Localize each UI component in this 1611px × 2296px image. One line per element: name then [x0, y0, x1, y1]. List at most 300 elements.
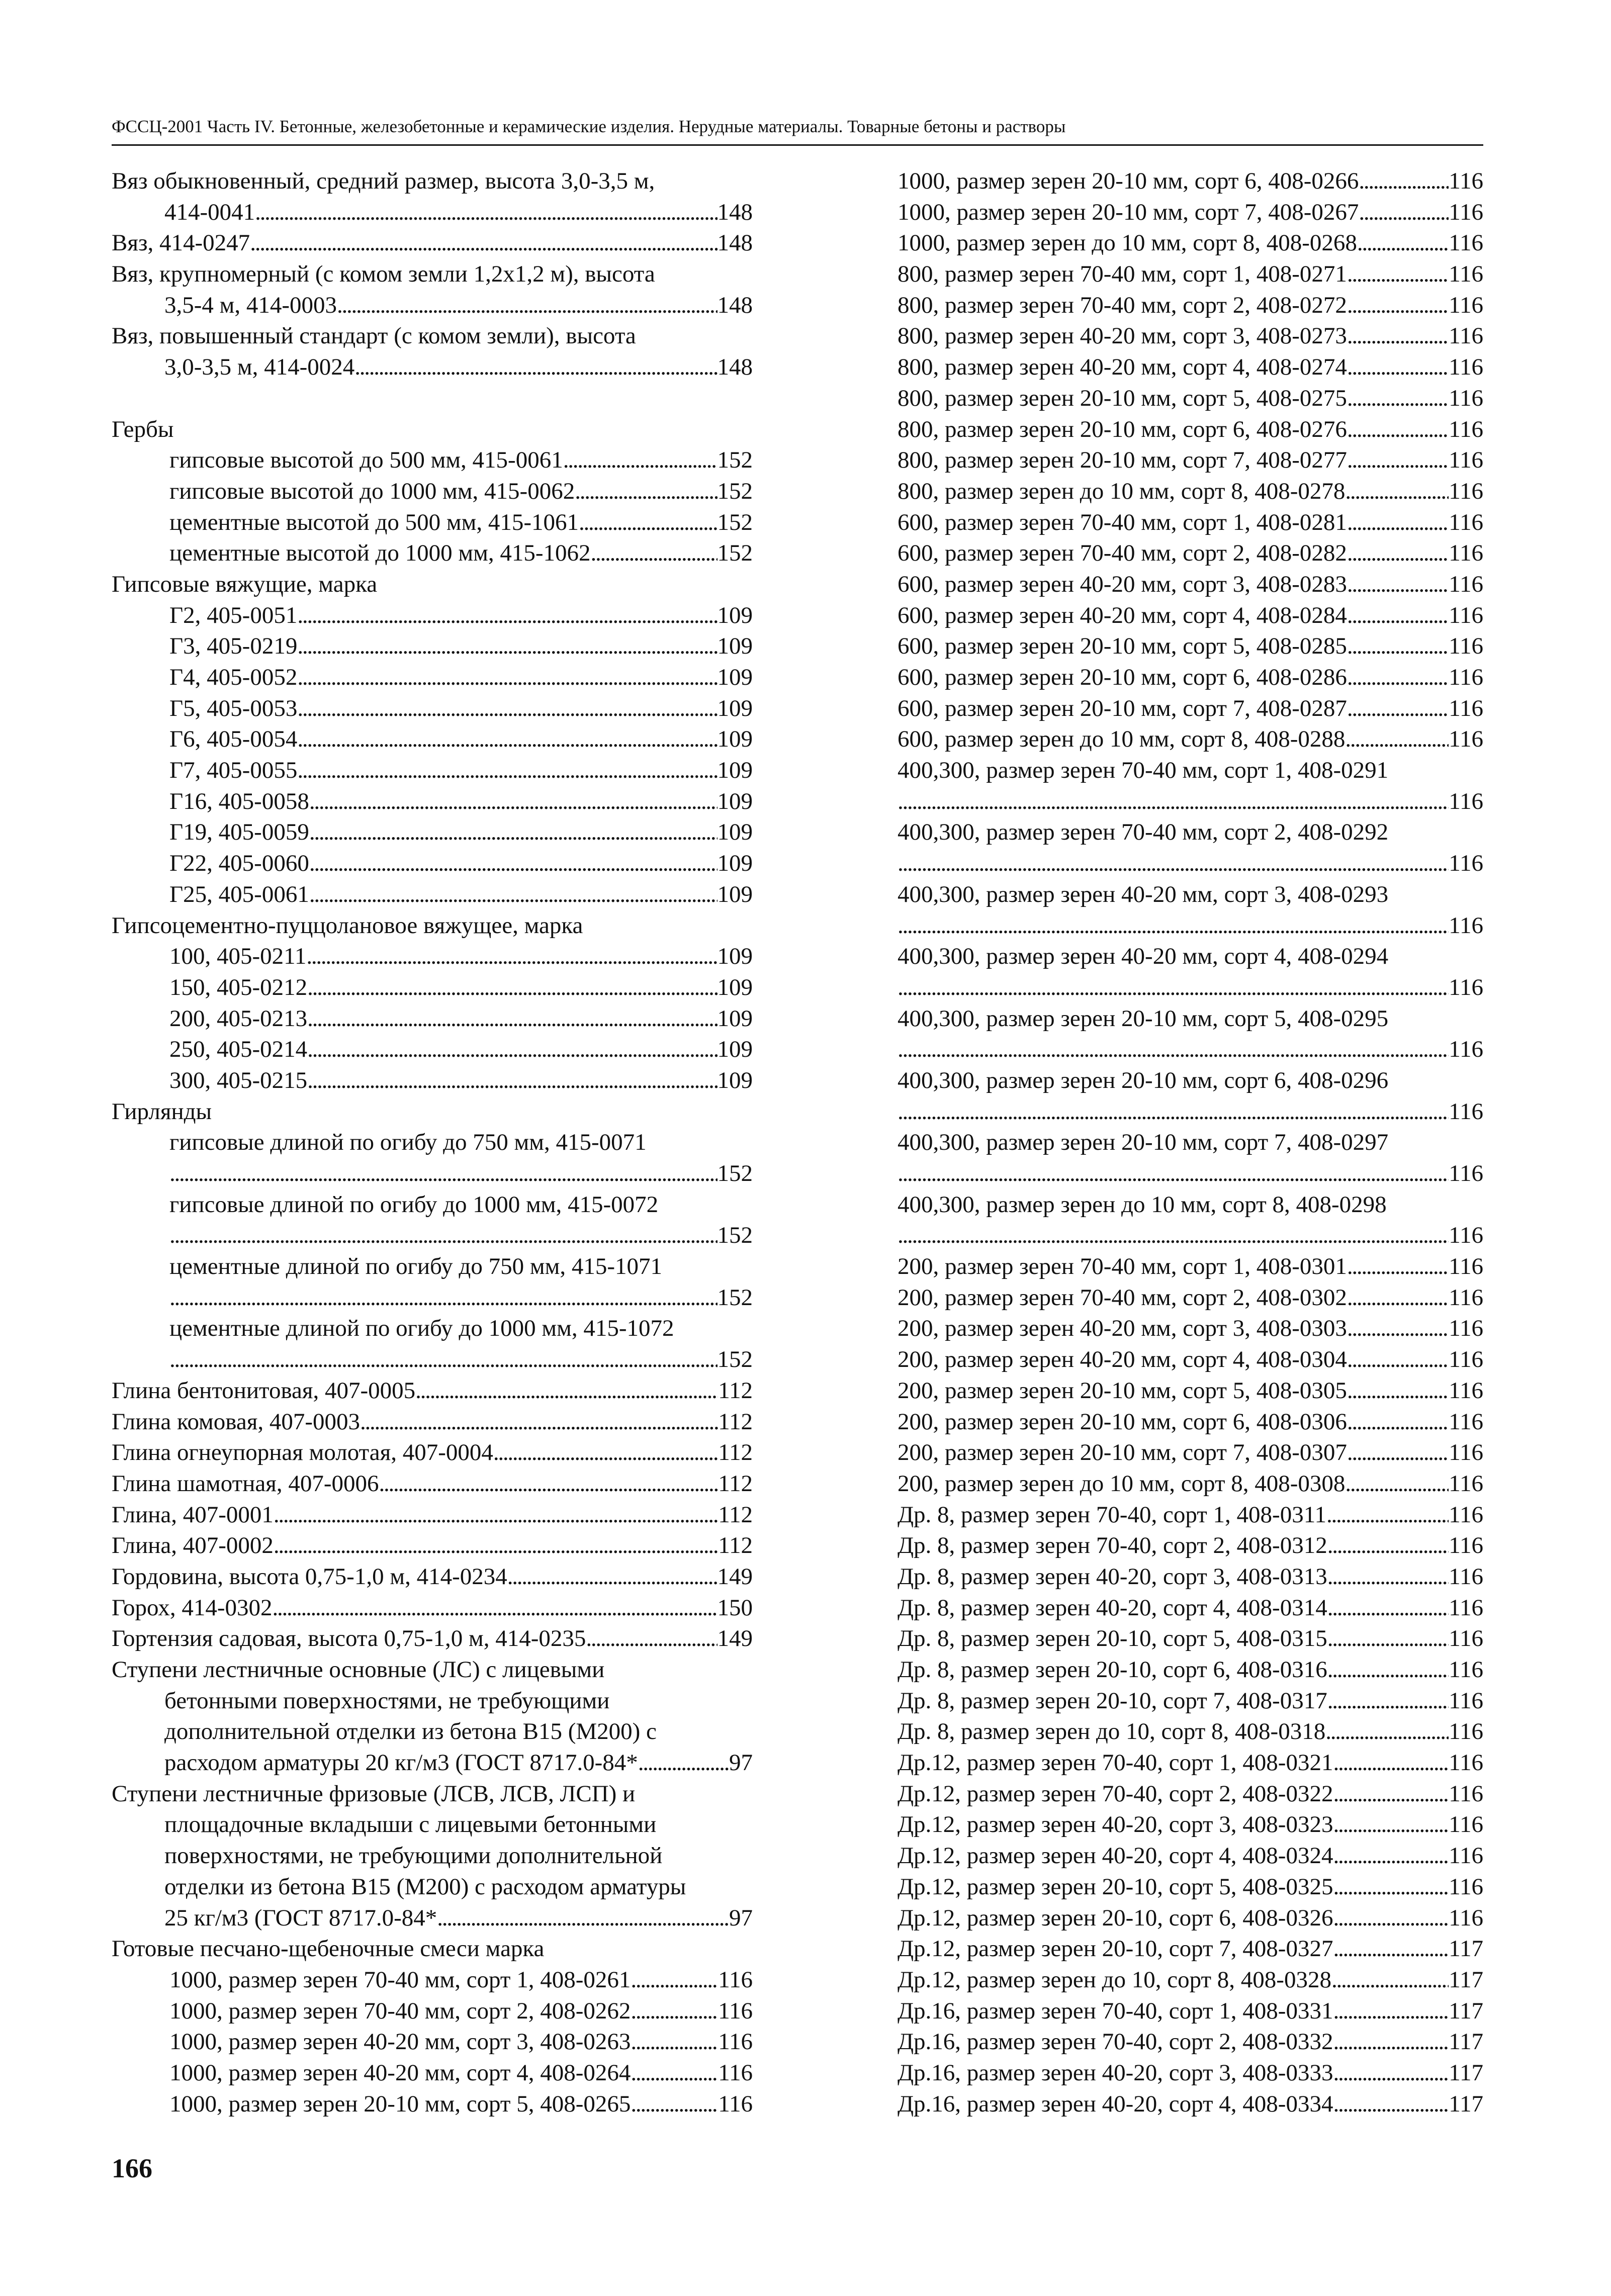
entry-text: 400,300, размер зерен до 10 мм, сорт 8, 408-0298 — [898, 1191, 1387, 1218]
entry-text: 1000, размер зерен 20-10 мм, сорт 5, 408-0265 — [169, 2090, 631, 2117]
entry-page-number: 116 — [1449, 1346, 1483, 1373]
index-entry — [898, 2089, 1483, 2120]
entry-text: 200, размер зерен 20-10 мм, сорт 6, 408-0306 — [898, 1408, 1347, 1435]
entry-page-number: 116 — [1449, 1843, 1483, 1869]
entry-page-number: 148 — [717, 292, 753, 318]
entry-page-number: 116 — [1449, 850, 1483, 877]
index-entry — [112, 1965, 753, 1996]
dot-leader — [1347, 414, 1449, 445]
entry-page-number: 116 — [718, 1966, 753, 1993]
entry-page-number: 116 — [1449, 1904, 1483, 1931]
index-entry — [112, 1407, 753, 1438]
dot-leader — [1327, 1593, 1449, 1624]
entry-text: 600, размер зерен 20-10 мм, сорт 5, 408-0285 — [898, 633, 1347, 660]
entry-page-number: 116 — [1449, 416, 1483, 442]
entry-page-number: 116 — [1449, 664, 1483, 690]
entry-text: Гипсоцементно-пуццолановое вяжущее, марка — [112, 912, 583, 939]
entry-page-number: 112 — [718, 1439, 753, 1466]
entry-text: цементные высотой до 1000 мм, 415-1062 — [169, 540, 591, 567]
entry-text: 1000, размер зерен 40-20 мм, сорт 4, 408-0264 — [169, 2059, 631, 2086]
dot-leader — [255, 197, 717, 228]
entry-text: 600, размер зерен 70-40 мм, сорт 2, 408-0282 — [898, 540, 1347, 567]
entry-page-number: 116 — [1449, 1657, 1483, 1683]
entry-page-number: 116 — [1449, 602, 1483, 628]
dot-leader — [437, 1903, 729, 1934]
index-entry — [898, 414, 1483, 445]
index-entry — [898, 1189, 1483, 1221]
dot-leader — [631, 1965, 718, 1996]
dot-leader — [309, 879, 718, 910]
entry-text: Др.12, размер зерен 20-10, сорт 7, 408-0327 — [898, 1936, 1333, 1962]
entry-text: Г2, 405-0051 — [169, 602, 298, 628]
index-entry — [898, 1872, 1483, 1903]
entry-page-number: 109 — [717, 695, 753, 721]
index-entry — [898, 2027, 1483, 2058]
entry-text: 250, 405-0214 — [169, 1036, 308, 1063]
dot-leader — [274, 1500, 718, 1531]
dot-leader — [631, 1996, 718, 2027]
entry-text: Глина шамотная, 407-0006 — [112, 1470, 379, 1497]
entry-page-number: 116 — [1449, 1160, 1483, 1186]
entry-text: дополнительной отделки из бетона В15 (М200) с — [164, 1718, 657, 1745]
index-entry — [112, 445, 753, 476]
entry-page-number: 116 — [1449, 633, 1483, 660]
index-entry — [898, 631, 1483, 662]
entry-text: гипсовые высотой до 500 мм, 415-0061 — [169, 447, 563, 474]
dot-leader — [1357, 228, 1449, 259]
dot-leader — [250, 228, 717, 259]
index-entry — [112, 1809, 753, 1841]
dot-leader — [1347, 569, 1449, 600]
index-entry — [898, 1779, 1483, 1810]
entry-page-number: 116 — [1449, 1470, 1483, 1497]
index-entry — [112, 197, 753, 228]
entry-page-number: 116 — [1449, 1098, 1483, 1125]
entry-text: 200, размер зерен 20-10 мм, сорт 7, 408-0307 — [898, 1439, 1347, 1466]
index-entry — [112, 538, 753, 569]
entry-text: 600, размер зерен 20-10 мм, сорт 6, 408-0286 — [898, 664, 1347, 690]
entry-page-number: 149 — [717, 1563, 753, 1590]
dot-leader — [307, 1003, 717, 1035]
entry-text: Вяз, крупномерный (с комом земли 1,2х1,2 м), высота — [112, 261, 655, 288]
entry-text: Глина бентонитовая, 407-0005 — [112, 1377, 416, 1404]
index-entry — [112, 259, 753, 290]
index-entry — [898, 1748, 1483, 1779]
dot-leader — [493, 1437, 718, 1468]
index-entry — [112, 1313, 753, 1344]
index-entry — [898, 1593, 1483, 1624]
entry-page-number: 116 — [1449, 1780, 1483, 1807]
entry-text: бетонными поверхностями, не требующими — [164, 1687, 610, 1714]
entry-page-number: 116 — [1449, 292, 1483, 318]
entry-page-number: 116 — [1449, 1315, 1483, 1342]
index-entry — [112, 1034, 753, 1065]
entry-text: Др. 8, размер зерен 40-20, сорт 3, 408-0313 — [898, 1563, 1327, 1590]
index-entry — [898, 910, 1483, 942]
entry-page-number: 148 — [717, 354, 753, 381]
dot-leader — [1333, 1841, 1449, 1872]
entry-page-number: 117 — [1449, 1936, 1483, 1962]
dot-leader — [591, 538, 718, 569]
dot-leader — [563, 445, 718, 476]
index-entry — [112, 290, 753, 321]
entry-text: Ступени лестничные фризовые (ЛСВ, ЛСВ, ЛСП) и — [112, 1780, 636, 1807]
index-entry — [898, 972, 1483, 1003]
entry-page-number: 116 — [1449, 695, 1483, 721]
index-entry — [112, 941, 753, 972]
entry-page-number: 116 — [1449, 1873, 1483, 1900]
entry-text: Глина огнеупорная молотая, 407-0004 — [112, 1439, 493, 1466]
entry-text: 150, 405-0212 — [169, 974, 308, 1000]
entry-page-number: 97 — [729, 1750, 753, 1776]
index-entry — [898, 1500, 1483, 1531]
entry-page-number: 112 — [718, 1532, 753, 1559]
entry-text: цементные длиной по огибу до 750 мм, 415-1071 — [169, 1253, 662, 1280]
entry-text: 200, размер зерен до 10 мм, сорт 8, 408-0308 — [898, 1470, 1346, 1497]
entry-text: Г5, 405-0053 — [169, 695, 298, 721]
entry-text: Г16, 405-0058 — [169, 788, 309, 814]
index-entry — [898, 662, 1483, 693]
index-entry — [112, 2058, 753, 2089]
entry-text: цементные высотой до 500 мм, 415-1061 — [169, 509, 579, 535]
dot-leader — [898, 972, 1449, 1003]
index-entry — [898, 1841, 1483, 1872]
entry-page-number: 116 — [1449, 1625, 1483, 1652]
entry-text: 800, размер зерен 40-20 мм, сорт 4, 408-0274 — [898, 354, 1347, 381]
dot-leader — [1327, 1562, 1449, 1593]
entry-text: 600, размер зерен 40-20 мм, сорт 3, 408-0283 — [898, 571, 1347, 597]
dot-leader — [898, 1220, 1449, 1251]
entry-page-number: 116 — [1449, 788, 1483, 814]
index-entry — [898, 1407, 1483, 1438]
entry-page-number: 116 — [1449, 912, 1483, 939]
page-number: 166 — [112, 2153, 152, 2183]
dot-leader — [1347, 662, 1449, 693]
entry-text: Глина, 407-0002 — [112, 1532, 274, 1559]
index-entry — [112, 1996, 753, 2027]
dot-leader — [169, 1344, 718, 1375]
entry-page-number: 117 — [1449, 2090, 1483, 2117]
index-entry — [898, 507, 1483, 538]
entry-text: 800, размер зерен 20-10 мм, сорт 7, 408-0277 — [898, 447, 1347, 474]
dot-leader — [898, 1158, 1449, 1189]
entry-text: 200, 405-0213 — [169, 1005, 308, 1032]
index-entry — [898, 1158, 1483, 1189]
entry-page-number: 116 — [1449, 1439, 1483, 1466]
entry-page-number: 117 — [1449, 2059, 1483, 2086]
entry-page-number: 112 — [718, 1501, 753, 1528]
entry-page-number: 148 — [717, 199, 753, 225]
index-entry — [112, 1437, 753, 1468]
dot-leader — [1333, 1996, 1449, 2027]
entry-text: отделки из бетона В15 (М200) с расходом арматуры — [164, 1873, 686, 1900]
dot-leader — [297, 631, 717, 662]
entry-page-number: 109 — [717, 726, 753, 753]
index-entry — [898, 1003, 1483, 1035]
index-entry — [112, 879, 753, 910]
index-entry — [112, 352, 753, 383]
entry-text: 200, размер зерен 20-10 мм, сорт 5, 408-0305 — [898, 1377, 1347, 1404]
index-entry — [898, 1096, 1483, 1128]
index-entry — [112, 1530, 753, 1562]
entry-page-number: 117 — [1449, 1966, 1483, 1993]
index-entry — [898, 1562, 1483, 1593]
dot-leader — [631, 2089, 718, 2120]
entry-text: 400,300, размер зерен 70-40 мм, сорт 1, 408-0291 — [898, 757, 1389, 784]
entry-page-number: 116 — [1449, 726, 1483, 753]
dot-leader — [898, 910, 1449, 942]
entry-page-number: 116 — [718, 2029, 753, 2055]
entry-page-number: 116 — [1449, 447, 1483, 474]
index-entry — [898, 569, 1483, 600]
index-entry — [112, 1623, 753, 1655]
entry-text: гипсовые высотой до 1000 мм, 415-0062 — [169, 478, 575, 504]
dot-leader — [1347, 321, 1449, 352]
index-entry — [898, 1251, 1483, 1282]
dot-leader — [575, 476, 717, 507]
dot-leader — [1347, 1437, 1449, 1468]
entry-page-number: 148 — [717, 230, 753, 256]
dot-leader — [1347, 290, 1449, 321]
entry-text: Др.16, размер зерен 40-20, сорт 4, 408-0334 — [898, 2090, 1333, 2117]
index-entry — [112, 724, 753, 755]
entry-text: Г25, 405-0061 — [169, 881, 309, 907]
dot-leader — [1359, 197, 1449, 228]
entry-text: Др.12, размер зерен 70-40, сорт 2, 408-0322 — [898, 1780, 1333, 1807]
entry-text: Др. 8, размер зерен 70-40, сорт 1, 408-0311 — [898, 1501, 1326, 1528]
running-header: ФССЦ-2001 Часть IV. Бетонные, железобетонные и керамические изделия. Нерудные материалы. Товарные бетоны и растворы — [112, 117, 1066, 136]
dot-leader — [898, 786, 1449, 817]
index-entry — [112, 1220, 753, 1251]
entry-text: Др. 8, размер зерен 20-10, сорт 5, 408-0315 — [898, 1625, 1327, 1652]
index-entry — [112, 755, 753, 786]
dot-leader — [1333, 1934, 1449, 1965]
entry-text: 300, 405-0215 — [169, 1067, 308, 1093]
entry-text: 414-0041 — [164, 199, 255, 225]
entry-page-number: 116 — [1449, 1811, 1483, 1838]
entry-text: гипсовые длиной по огибу до 750 мм, 415-0071 — [169, 1129, 647, 1156]
index-entry — [112, 1686, 753, 1717]
index-entry — [898, 1344, 1483, 1375]
entry-text: Г6, 405-0054 — [169, 726, 298, 753]
entry-text: Др. 8, размер зерен 20-10, сорт 7, 408-0317 — [898, 1687, 1327, 1714]
entry-text: 1000, размер зерен 20-10 мм, сорт 7, 408-0267 — [898, 199, 1359, 225]
dot-leader — [1345, 724, 1449, 755]
entry-text: Горох, 414-0302 — [112, 1594, 273, 1621]
index-entry — [898, 1809, 1483, 1841]
index-entry — [898, 848, 1483, 879]
index-entry — [112, 1500, 753, 1531]
index-entry — [112, 228, 753, 259]
index-entry — [898, 1127, 1483, 1158]
entry-text: Вяз, 414-0247 — [112, 230, 250, 256]
dot-leader — [1347, 693, 1449, 724]
entry-page-number: 116 — [1449, 1222, 1483, 1249]
entry-page-number: 116 — [1449, 509, 1483, 535]
entry-page-number: 116 — [1449, 1253, 1483, 1280]
index-entry — [112, 1096, 753, 1128]
index-entry — [898, 1530, 1483, 1562]
entry-text: 600, размер зерен 40-20 мм, сорт 4, 408-0284 — [898, 602, 1347, 628]
index-column-left — [112, 166, 753, 2120]
index-entry — [112, 786, 753, 817]
index-entry — [898, 1065, 1483, 1096]
dot-leader — [169, 1220, 718, 1251]
dot-leader — [631, 2058, 718, 2089]
index-entry — [898, 879, 1483, 910]
index-entry — [898, 2058, 1483, 2089]
entry-page-number: 152 — [717, 1284, 753, 1311]
entry-page-number: 109 — [717, 788, 753, 814]
dot-leader — [1347, 1407, 1449, 1438]
dot-leader — [297, 662, 717, 693]
dot-leader — [274, 1530, 718, 1562]
index-entry — [898, 693, 1483, 724]
index-entry — [112, 1903, 753, 1934]
entry-page-number: 109 — [717, 850, 753, 877]
entry-text: Гортензия садовая, высота 0,75-1,0 м, 414-0235 — [112, 1625, 586, 1652]
blank-line — [112, 383, 753, 414]
entry-text: Др.12, размер зерен 40-20, сорт 3, 408-0323 — [898, 1811, 1333, 1838]
entry-page-number: 116 — [1449, 1687, 1483, 1714]
index-entry — [898, 1996, 1483, 2027]
entry-text: Др.12, размер зерен 20-10, сорт 5, 408-0325 — [898, 1873, 1333, 1900]
entry-text: 600, размер зерен 70-40 мм, сорт 1, 408-0281 — [898, 509, 1347, 535]
index-entry — [112, 1158, 753, 1189]
dot-leader — [507, 1562, 718, 1593]
dot-leader — [1326, 1500, 1449, 1531]
dot-leader — [309, 786, 718, 817]
entry-text: 200, размер зерен 40-20 мм, сорт 3, 408-0303 — [898, 1315, 1347, 1342]
dot-leader — [1347, 538, 1449, 569]
entry-page-number: 116 — [1449, 1036, 1483, 1063]
index-entry — [112, 1934, 753, 1965]
index-column-right — [898, 166, 1483, 2120]
entry-page-number: 116 — [1449, 354, 1483, 381]
entry-page-number: 116 — [1449, 1408, 1483, 1435]
entry-text: 200, размер зерен 70-40 мм, сорт 2, 408-0302 — [898, 1284, 1347, 1311]
index-entry — [898, 600, 1483, 631]
dot-leader — [1347, 445, 1449, 476]
entry-text: Вяз, повышенный стандарт (с комом земли), высота — [112, 323, 636, 349]
entry-page-number: 109 — [717, 1036, 753, 1063]
dot-leader — [1325, 1716, 1449, 1748]
entry-text: 800, размер зерен 20-10 мм, сорт 5, 408-0275 — [898, 385, 1347, 411]
entry-text: 25 кг/м3 (ГОСТ 8717.0-84* — [164, 1904, 437, 1931]
entry-page-number: 117 — [1449, 2029, 1483, 2055]
entry-text: 400,300, размер зерен 70-40 мм, сорт 2, 408-0292 — [898, 819, 1389, 846]
index-entry — [112, 321, 753, 352]
index-entry — [112, 166, 753, 197]
index-entry — [112, 1841, 753, 1872]
entry-page-number: 152 — [717, 447, 753, 474]
dot-leader — [898, 1096, 1449, 1128]
index-entry — [898, 1716, 1483, 1748]
entry-page-number: 116 — [1449, 199, 1483, 225]
index-entry — [112, 1189, 753, 1221]
dot-leader — [273, 1593, 718, 1624]
entry-text: Глина, 407-0001 — [112, 1501, 274, 1528]
entry-text: 800, размер зерен 20-10 мм, сорт 6, 408-0276 — [898, 416, 1347, 442]
entry-text: Др.16, размер зерен 40-20, сорт 3, 408-0333 — [898, 2059, 1333, 2086]
entry-page-number: 112 — [718, 1470, 753, 1497]
dot-leader — [1345, 1468, 1449, 1500]
entry-page-number: 112 — [718, 1408, 753, 1435]
header-rule — [112, 144, 1483, 146]
dot-leader — [354, 352, 717, 383]
index-entry — [898, 1313, 1483, 1344]
entry-text: Др.12, размер зерен 20-10, сорт 6, 408-0326 — [898, 1904, 1333, 1931]
entry-text: Г3, 405-0219 — [169, 633, 298, 660]
index-entry — [898, 1965, 1483, 1996]
entry-text: Гипсовые вяжущие, марка — [112, 571, 378, 597]
index-entry — [112, 476, 753, 507]
index-entry — [112, 1468, 753, 1500]
index-entry — [898, 817, 1483, 848]
entry-page-number: 116 — [1449, 385, 1483, 411]
entry-page-number: 116 — [1449, 230, 1483, 256]
entry-page-number: 116 — [1449, 1594, 1483, 1621]
dot-leader — [1347, 1344, 1449, 1375]
dot-leader — [586, 1623, 717, 1655]
index-entry — [898, 321, 1483, 352]
entry-page-number: 152 — [717, 1160, 753, 1186]
index-entry — [898, 538, 1483, 569]
entry-text: Г7, 405-0055 — [169, 757, 298, 784]
entry-text: Готовые песчано-щебеночные смеси марка — [112, 1936, 545, 1962]
index-entry — [112, 1716, 753, 1748]
index-entry — [898, 1623, 1483, 1655]
entry-page-number: 116 — [718, 2090, 753, 2117]
entry-page-number: 152 — [717, 540, 753, 567]
entry-text: 200, размер зерен 70-40 мм, сорт 1, 408-0301 — [898, 1253, 1347, 1280]
index-entry — [112, 693, 753, 724]
index-entry — [898, 1903, 1483, 1934]
dot-leader — [1331, 1965, 1449, 1996]
index-entry — [112, 972, 753, 1003]
dot-leader — [309, 817, 718, 848]
index-entry — [112, 569, 753, 600]
index-entry — [898, 383, 1483, 414]
dot-leader — [1347, 1282, 1449, 1314]
entry-text: 600, размер зерен 20-10 мм, сорт 7, 408-0287 — [898, 695, 1347, 721]
entry-text: 800, размер зерен 70-40 мм, сорт 2, 408-0272 — [898, 292, 1347, 318]
entry-text: Др. 8, размер зерен 20-10, сорт 6, 408-0316 — [898, 1657, 1327, 1683]
entry-text: 400,300, размер зерен 40-20 мм, сорт 3, 408-0293 — [898, 881, 1389, 907]
index-entry — [112, 662, 753, 693]
index-entry — [112, 848, 753, 879]
entry-page-number: 116 — [718, 1997, 753, 2024]
entry-text: Г19, 405-0059 — [169, 819, 309, 846]
entry-page-number: 116 — [1449, 261, 1483, 288]
dot-leader — [1327, 1655, 1449, 1686]
index-entry — [112, 817, 753, 848]
index-entry — [112, 1562, 753, 1593]
entry-page-number: 109 — [717, 943, 753, 970]
index-entry — [898, 755, 1483, 786]
entry-text: Др. 8, размер зерен 70-40, сорт 2, 408-0312 — [898, 1532, 1327, 1559]
entry-text: цементные длиной по огибу до 1000 мм, 415-1072 — [169, 1315, 674, 1342]
entry-text: 400,300, размер зерен 20-10 мм, сорт 7, 408-0297 — [898, 1129, 1389, 1156]
entry-text: Др.16, размер зерен 70-40, сорт 1, 408-0331 — [898, 1997, 1333, 2024]
dot-leader — [1333, 1903, 1449, 1934]
entry-text: 400,300, размер зерен 20-10 мм, сорт 6, 408-0296 — [898, 1067, 1389, 1093]
index-entry — [898, 1655, 1483, 1686]
entry-text: 800, размер зерен 40-20 мм, сорт 3, 408-0273 — [898, 323, 1347, 349]
entry-page-number: 116 — [1449, 1532, 1483, 1559]
entry-page-number: 116 — [1449, 540, 1483, 567]
index-entry — [898, 1220, 1483, 1251]
